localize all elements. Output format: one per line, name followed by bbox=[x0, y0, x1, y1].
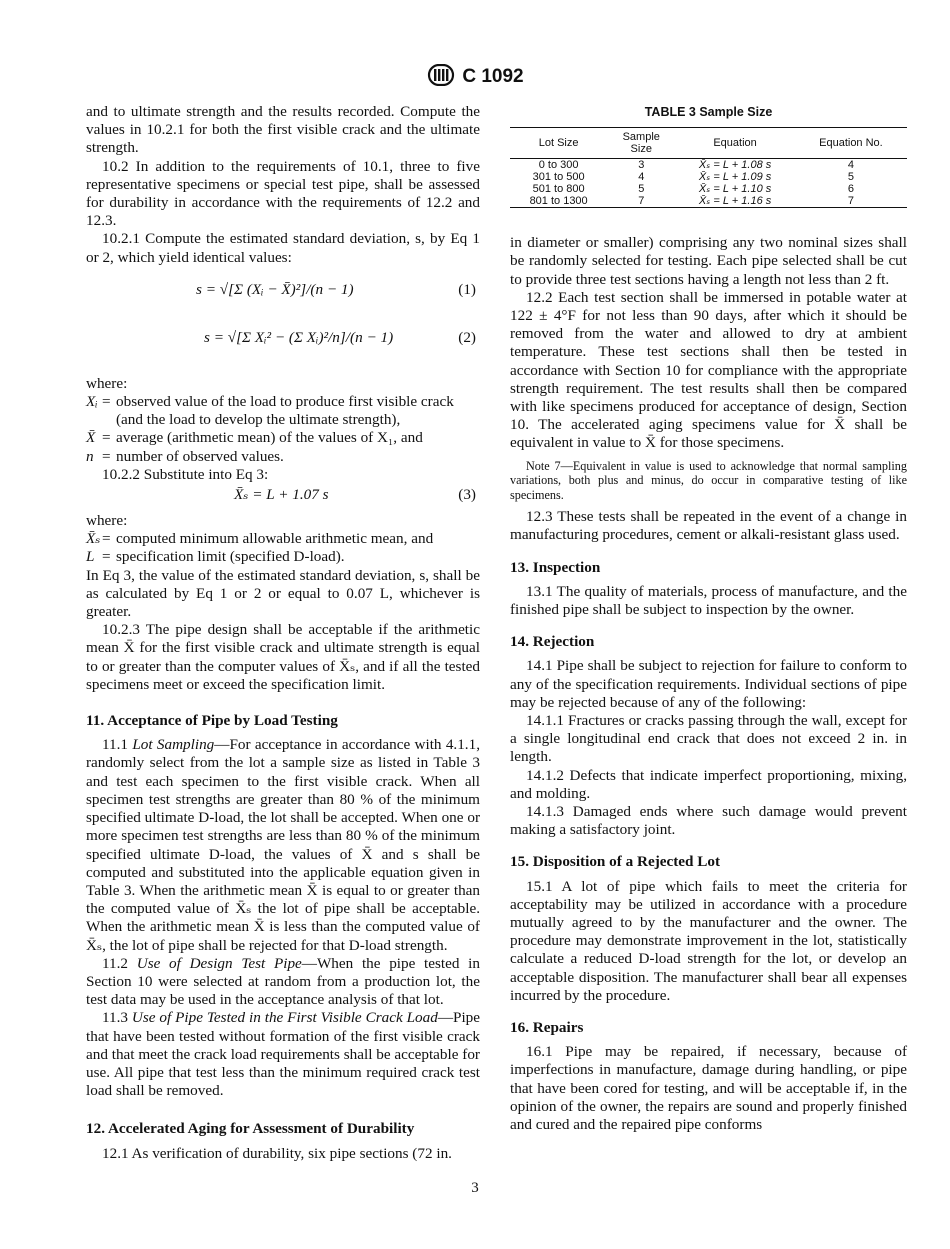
equation-number: (2) bbox=[458, 328, 476, 346]
page-number: 3 bbox=[471, 1180, 479, 1196]
section-heading: 15. Disposition of a Rejected Lot bbox=[510, 853, 721, 871]
paragraph: 13.1 The quality of materials, process of manufacture, and the finished pipe shall be subject to inspection by the owner. bbox=[510, 582, 907, 618]
equation-2 bbox=[86, 311, 480, 361]
definition-row bbox=[86, 393, 480, 429]
equation-number: (3) bbox=[458, 486, 476, 504]
definition-text: average (arithmetic mean) of the values of X₁, and bbox=[116, 429, 423, 447]
left-column bbox=[86, 103, 480, 1163]
column-header: Sample Size bbox=[622, 131, 660, 156]
definition-equals: = bbox=[102, 393, 111, 411]
definition-row bbox=[86, 429, 480, 447]
section-heading: 13. Inspection bbox=[510, 558, 601, 576]
where-label: where: bbox=[86, 512, 128, 530]
section-heading: 11. Acceptance of Pipe by Load Testing bbox=[86, 712, 338, 730]
paragraph: 14.1.1 Fractures or cracks passing through the wall, except for a single longitudinal end crack that does not exceed 2 in. in length. bbox=[510, 711, 907, 766]
table-cell: 5 bbox=[847, 171, 854, 184]
paragraph: In Eq 3, the value of the estimated standard deviation, s, shall be as calculated by Eq 1 or 2 or equal to 0.07 L, whichever is greater. bbox=[86, 566, 480, 621]
definition-text: specification limit (specified D-load). bbox=[116, 548, 345, 566]
definition-symbol: X̄ₛ bbox=[86, 530, 101, 548]
definition-text: observed value of the load to produce first visible crack (and the load to develop the ultimate strength), bbox=[116, 393, 454, 429]
table-cell: 7 bbox=[638, 195, 645, 208]
table-row bbox=[510, 195, 907, 208]
clause-title: Lot Sampling bbox=[132, 736, 215, 754]
equation-formula: X̄ₛ = L + 1.07 s bbox=[234, 486, 329, 504]
table-cell: X̄ₛ = L + 1.08 s bbox=[698, 159, 772, 172]
paragraph: in diameter or smaller) comprising any two nominal sizes shall be randomly selected for testing. Each pipe selected shall be cut to provide three test sections having a length not less than 2 ft. bbox=[510, 234, 907, 288]
table-cell: X̄ₛ = L + 1.16 s bbox=[698, 195, 772, 208]
clause-title: Use of Pipe Tested in the First Visible Crack Load bbox=[131, 1009, 438, 1027]
table-cell: X̄ₛ = L + 1.09 s bbox=[698, 171, 772, 184]
paragraph-11-1 bbox=[86, 736, 480, 954]
paragraph: 10.2.2 Substitute into Eq 3: bbox=[102, 465, 269, 483]
clause-number: 11.2 bbox=[102, 954, 137, 972]
definition-row bbox=[86, 530, 480, 548]
section-heading: 14. Rejection bbox=[510, 633, 595, 651]
paragraph: 10.2 In addition to the requirements of 10.1, three to five representative specimens or special test pipe, shall be assessed for durability in accordance with the requirements of 12.2 and 12.3. bbox=[86, 157, 480, 230]
definition-symbol: Xᵢ bbox=[86, 393, 98, 411]
paragraph: 15.1 A lot of pipe which fails to meet the criteria for acceptability may be utilized in accordance with a procedure mutually agreed to by the manufacturer and the owner. The procedure may demonstrate improvement in the lot, statistically calculate a reduced D-load strength for the lot, or develop an acceptable disposition. The manufacturer shall bear all expenses incurred by the procedure. bbox=[510, 877, 907, 1004]
definition-equals: = bbox=[102, 548, 111, 566]
table-title: TABLE 3 Sample Size bbox=[644, 105, 773, 119]
paragraph: 12.1 As verification of durability, six pipe sections (72 in. bbox=[102, 1144, 452, 1162]
where-label: where: bbox=[86, 374, 128, 392]
equation-formula: s = √[Σ Xᵢ² − (Σ Xᵢ)²/n]/(n − 1) bbox=[204, 328, 394, 346]
page-header bbox=[0, 64, 950, 88]
note-7: Note 7—Equivalent in value is used to acknowledge that normal sampling variations, both plus and minus, do occur in comparative testing of like specimens. bbox=[510, 458, 907, 502]
table-row bbox=[510, 183, 907, 195]
paragraph: 10.2.3 The pipe design shall be acceptable if the arithmetic mean X̄ for the first visible crack and ultimate strength is equal to or greater than the computer values of X̄ₛ, and if all the tested specimens meet or exceed the specification limit. bbox=[86, 621, 480, 693]
equation-formula: s = √[Σ (Xᵢ − X̄)²]/(n − 1) bbox=[196, 280, 354, 298]
paragraph: 16.1 Pipe may be repaired, if necessary, because of imperfections in manufacture, damage during handling, or pipe that have been cored for testing, and will be acceptable if, in the opinion of the owner, the repairs are sound and properly finished and cured and the repaired pipe conforms bbox=[510, 1043, 907, 1134]
paragraph: 12.3 These tests shall be repeated in the event of a change in manufacturing procedures, cement or alkali-resistant glass used. bbox=[510, 508, 907, 544]
table-row bbox=[510, 159, 907, 172]
table-header-row bbox=[510, 128, 907, 159]
table-cell: 301 to 500 bbox=[532, 171, 585, 184]
table-cell: 5 bbox=[638, 183, 645, 196]
table-3 bbox=[510, 103, 907, 208]
definition-symbol: L bbox=[86, 548, 95, 566]
column-header: Equation bbox=[713, 137, 757, 150]
definition-text: number of observed values. bbox=[116, 447, 284, 465]
clause-title: Use of Design Test Pipe bbox=[136, 954, 302, 972]
definition-text: computed minimum allowable arithmetic mean, and bbox=[116, 530, 434, 548]
table-cell: 4 bbox=[638, 171, 645, 184]
clause-number: 11.1 bbox=[102, 736, 133, 754]
clause-text: —Pipe that have been tested without formation of the first visible crack and that meet the crack load requirements shall be acceptable for use. All pipe that test less than the minimum required crack test load shall be removed. bbox=[86, 1009, 481, 1100]
paragraph-11-2 bbox=[86, 955, 480, 1010]
section-heading: 12. Accelerated Aging for Assessment of Durability bbox=[86, 1120, 415, 1138]
definition-equals: = bbox=[102, 530, 111, 548]
designation: C 1092 bbox=[462, 66, 524, 87]
definition-row bbox=[86, 548, 480, 566]
equation-number: (1) bbox=[458, 280, 476, 298]
astm-logo-icon bbox=[426, 64, 456, 86]
paragraph: and to ultimate strength and the results recorded. Compute the values in 10.2.1 for both the first visible crack and the ultimate strength. bbox=[86, 103, 480, 157]
table-cell: 4 bbox=[847, 159, 854, 172]
equation-3 bbox=[86, 484, 480, 506]
definition-equals: = bbox=[102, 429, 111, 447]
table-cell: X̄ₛ = L + 1.10 s bbox=[698, 183, 772, 196]
definition-row bbox=[86, 448, 480, 466]
section-heading: 16. Repairs bbox=[510, 1019, 584, 1037]
table-cell: 3 bbox=[638, 159, 645, 172]
equation-1 bbox=[86, 267, 480, 311]
sample-size-table bbox=[510, 127, 907, 208]
paragraph: 14.1 Pipe shall be subject to rejection for failure to conform to any of the specification requirements. Individual sections of pipe may be rejected because of any of the following: bbox=[510, 657, 907, 711]
paragraph: 10.2.1 Compute the estimated standard deviation, s, by Eq 1 or 2, which yield identical values: bbox=[86, 230, 480, 266]
table-cell: 801 to 1300 bbox=[529, 195, 588, 208]
table-cell: 7 bbox=[847, 195, 854, 208]
paragraph: 14.1.3 Damaged ends where such damage would prevent making a satisfactory joint. bbox=[510, 802, 907, 839]
column-header: Equation No. bbox=[819, 137, 883, 150]
right-column bbox=[510, 103, 907, 1134]
definition-symbol: n bbox=[86, 447, 94, 465]
table-row bbox=[510, 171, 907, 183]
paragraph: 12.2 Each test section shall be immersed in potable water at 122 ± 4°F for not less than 90 days, after which it should be removed from the water and allowed to dry at ambient temperature. These test sections shall then be tested in accordance with Section 10 for compliance with the appropriate strength requirement. The test results shall then be compared with like specimens produced for acceptance of design, Section 10. The accelerated aging specimens value for X̄ shall be equivalent in value to X̄ for those specimens. bbox=[510, 288, 907, 452]
paragraph: 14.1.2 Defects that indicate imperfect proportioning, mixing, and molding. bbox=[510, 766, 907, 802]
definition-equals: = bbox=[102, 447, 111, 465]
definition-symbol: X̄ bbox=[86, 429, 96, 447]
column-header: Lot Size bbox=[538, 137, 579, 150]
clause-text: —For acceptance in accordance with 4.1.1, randomly select from the lot a sample size as listed in Table 3 and test each specimen to the first visible crack. When all specimen test strengths are greater than 80 % of the minimum specified ultimate D-load, the lot shall be accepted. When one or more specimen test strengths are less than 80 % of the minimum specified ultimate D-load, the values of X̄ and s shall be computed and substituted into the applicable equation given in Table 3. When the arithmetic mean X̄ is equal to or greater than the computed value of X̄ₛ the lot of pipe shall be acceptable. When the arithmetic mean X̄ is less than the computed value of X̄ₛ, the lot of pipe shall be rejected for that D-load strength. bbox=[86, 736, 480, 954]
clause-text: —When the pipe tested in Section 10 were selected at random from a production lot, the test data may be used in the acceptance analysis of that lot. bbox=[86, 954, 480, 1009]
clause-number: 11.3 bbox=[102, 1009, 132, 1027]
table-cell: 501 to 800 bbox=[532, 183, 585, 196]
table-cell: 0 to 300 bbox=[538, 159, 579, 172]
table-cell: 6 bbox=[847, 183, 854, 196]
paragraph-11-3 bbox=[86, 1009, 480, 1100]
